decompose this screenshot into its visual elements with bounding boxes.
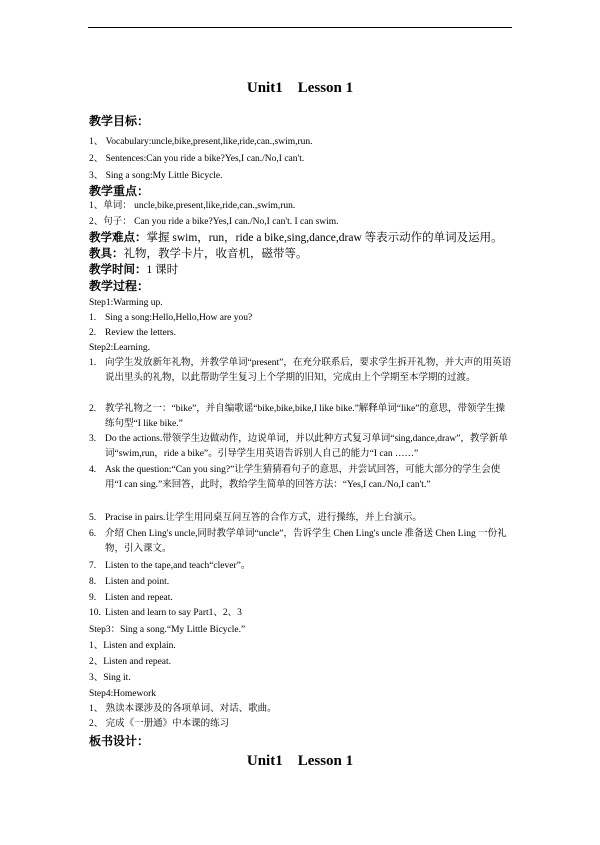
- step2-item: [89, 432, 513, 462]
- item-number: 2.: [89, 404, 97, 414]
- item-text: Review the letters.: [105, 328, 176, 338]
- item-number: 10.: [89, 608, 101, 618]
- item-number: 7.: [89, 561, 97, 571]
- step2-item: [89, 559, 513, 574]
- difficulty-line: [89, 230, 503, 246]
- item-number: 1.: [89, 358, 97, 368]
- time-text: 1 课时: [146, 264, 179, 276]
- item-number: 9.: [89, 593, 97, 603]
- page-title: Unit1 Lesson 1: [246, 80, 354, 96]
- difficulty-label: 教学难点：: [89, 232, 147, 244]
- step4-title: Step4:Homework: [89, 689, 157, 699]
- board-title: Unit1 Lesson 1: [246, 753, 354, 769]
- item-text: Listen to the tape,and teach“clever”。: [105, 561, 251, 571]
- item-number: 6.: [89, 529, 97, 539]
- difficulty-text: 掌握 swim，run，ride a bike,sing,dance,draw 等表示动作的单词及运用。: [146, 232, 503, 244]
- process-heading: 教学过程：: [89, 279, 150, 293]
- item-number: 1.: [89, 313, 97, 323]
- item-text: Do the actions.带领学生边做动作，边说单词，并以此种方式复习单词“sing,dance,draw”，教学新单词“swim,run，ride a bike”。引导学生用英语告诉别人自己的能力“I can ……”: [105, 434, 508, 459]
- key-point-item: 1、单词： uncle,bike,present,like,ride,can.,swim,run.: [89, 201, 296, 211]
- item-text: 教学礼物之一：“bike”，并自编歌谣“bike,bike,bike,I like bike.”解释单词“like”的意思，带领学生操练句型“I like bike.”: [105, 404, 505, 429]
- top-rule: [88, 27, 512, 28]
- step2-item: [89, 591, 513, 606]
- item-text: Listen and point.: [105, 577, 170, 587]
- goal-item: 1、 Vocabulary:uncle,bike,present,like,ride,can.,swim,run.: [89, 137, 313, 147]
- step2-item: [89, 511, 513, 526]
- board-heading: 板书设计：: [89, 734, 150, 748]
- item-text: 向学生发放新年礼物，并教学单词“present”，在充分联系后，要求学生拆开礼物，并大声的用英语说出里头的礼物，以此帮助学生复习上个学期的旧知，完成由上个学期至本学期的过渡。: [105, 358, 512, 383]
- step1-title: Step1:Warming up.: [89, 298, 163, 308]
- aids-text: 礼物，教学卡片，收音机，磁带等。: [123, 248, 308, 260]
- time-label: 教学时间：: [89, 264, 147, 276]
- item-number: 2.: [89, 328, 97, 338]
- step2-item: [89, 527, 513, 557]
- item-text: Pracise in pairs.让学生用同桌互问互答的合作方式，进行操练，并上台演示。: [105, 513, 422, 523]
- step2-item: [89, 606, 513, 621]
- step4-item: 1、 熟读本课涉及的各项单词、对话、歌曲。: [89, 704, 277, 714]
- item-text: Listen and repeat.: [105, 593, 173, 603]
- item-number: 4.: [89, 465, 97, 475]
- step2-title: Step2:Learning.: [89, 343, 150, 353]
- item-text: 介绍 Chen Ling's uncle,同时教学单词“uncle”，告诉学生 Chen Ling's uncle 准备送 Chen Ling 一份礼物，引入课文。: [105, 529, 507, 554]
- key-points-heading: 教学重点：: [89, 184, 150, 198]
- step2-item: [89, 402, 513, 432]
- step2-item: [89, 356, 513, 386]
- step1-item: [89, 311, 513, 326]
- goal-item: 2、 Sentences:Can you ride a bike?Yes,I can./No,I can't.: [89, 154, 305, 164]
- item-number: 5.: [89, 513, 97, 523]
- aids-label: 教具：: [89, 248, 124, 260]
- step4-item: 2、 完成《一册通》中本课的练习: [89, 719, 230, 729]
- step3-title: Step3：Sing a song.“My Little Bicycle.”: [89, 625, 246, 635]
- aids-line: [89, 246, 308, 262]
- key-point-item: 2、句子： Can you ride a bike?Yes,I can./No,I can't. I can swim.: [89, 217, 339, 227]
- step3-item: 3、Sing it.: [89, 673, 131, 683]
- item-number: 8.: [89, 577, 97, 587]
- step1-item: [89, 326, 513, 341]
- goals-heading: 教学目标：: [89, 114, 150, 128]
- step3-item: 2、Listen and repeat.: [89, 657, 172, 667]
- item-text: Ask the question:“Can you sing?”让学生猜猜看句子的意思，并尝试回答，可能大部分的学生会使用“I can sing.”来回答，此时，教给学生简单的回答方法：“Yes,I can./No,I can't.”: [105, 465, 501, 490]
- step2-item: [89, 575, 513, 590]
- time-line: [89, 262, 178, 278]
- item-text: Listen and learn to say Part1、2、3: [105, 608, 242, 618]
- item-number: 3.: [89, 434, 97, 444]
- item-text: Sing a song:Hello,Hello,How are you?: [105, 313, 253, 323]
- goal-item: 3、 Sing a song:My Little Bicycle.: [89, 171, 223, 181]
- step2-item: [89, 463, 513, 493]
- step3-item: 1、Listen and explain.: [89, 641, 176, 651]
